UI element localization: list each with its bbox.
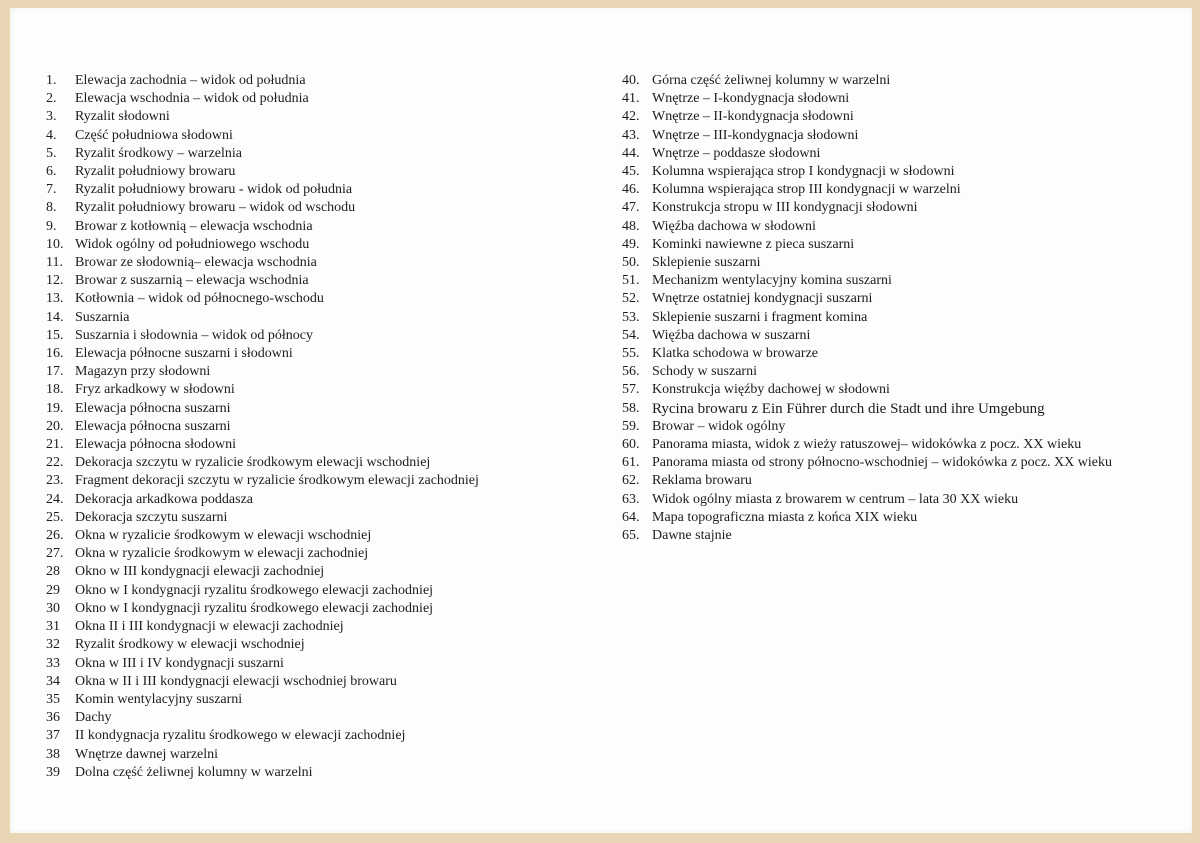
item-caption: Browar z kotłownią – elewacja wschodnia [75, 218, 313, 234]
item-number: 49. [622, 236, 640, 252]
list-item [46, 254, 586, 272]
item-number: 8. [46, 200, 57, 216]
item-number: 52. [622, 291, 640, 307]
item-caption: Dekoracja arkadkowa poddasza [75, 491, 254, 507]
item-caption: Okna w ryzalicie środkowym w elewacji zachodniej [75, 546, 369, 562]
item-number: 63. [622, 491, 640, 507]
item-number: 5. [46, 145, 57, 161]
item-caption: Konstrukcja więźby dachowej w słodowni [652, 382, 890, 398]
item-caption: Suszarnia i słodownia – widok od północy [75, 327, 313, 343]
item-caption: Więźba dachowa w słodowni [652, 218, 816, 234]
list-item [46, 655, 586, 673]
item-number: 22. [46, 455, 64, 471]
item-number: 50. [622, 255, 640, 271]
item-caption: Widok ogólny miasta z browarem w centrum – lata 30 XX wieku [652, 491, 1019, 507]
item-number: 46. [622, 182, 640, 198]
list-item [622, 345, 1182, 363]
item-number: 24. [46, 491, 64, 507]
item-caption: Elewacja północne suszarni i słodowni [75, 346, 293, 362]
list-item [622, 127, 1182, 145]
item-number: 2. [46, 91, 57, 107]
list-item [46, 746, 586, 764]
item-caption: Okna w ryzalicie środkowym w elewacji wschodniej [75, 528, 372, 544]
list-item [622, 472, 1182, 490]
item-number: 33 [46, 655, 60, 671]
item-caption: Kolumna wspierająca strop III kondygnacji w warzelni [652, 182, 961, 198]
item-caption: Kominki nawiewne z pieca suszarni [652, 236, 855, 252]
item-number: 12. [46, 273, 64, 289]
item-caption: Kolumna wspierająca strop I kondygnacji w słodowni [652, 164, 955, 180]
item-number: 37 [46, 728, 60, 744]
item-number: 65. [622, 528, 640, 544]
item-number: 21. [46, 437, 64, 453]
item-caption: Kotłownia – widok od północnego-wschodu [75, 291, 324, 307]
item-caption: Schody w suszarni [652, 364, 757, 380]
item-caption: Fragment dekoracji szczytu w ryzalicie środkowym elewacji zachodniej [75, 473, 479, 489]
list-item [622, 236, 1182, 254]
item-caption: Panorama miasta od strony północno-wschodniej – widokówka z pocz. XX wieku [652, 455, 1112, 471]
item-number: 7. [46, 182, 57, 198]
item-number: 29 [46, 582, 60, 598]
item-number: 51. [622, 273, 640, 289]
list-item [46, 509, 586, 527]
item-number: 32 [46, 637, 60, 653]
item-number: 34 [46, 673, 60, 689]
item-caption: Ryzalit południowy browaru - widok od południa [75, 182, 353, 198]
item-number: 42. [622, 109, 640, 125]
list-item [622, 90, 1182, 108]
item-caption: Elewacja zachodnia – widok od południa [75, 73, 306, 88]
list-item [622, 327, 1182, 345]
item-caption: Ryzalit południowy browaru [75, 164, 236, 180]
item-number: 18. [46, 382, 64, 398]
item-number: 16. [46, 346, 64, 362]
item-caption: Okno w I kondygnacji ryzalitu środkowego elewacji zachodniej [75, 600, 434, 616]
item-number: 60. [622, 437, 640, 453]
list-item [46, 345, 586, 363]
photo-list-right-column [622, 72, 1182, 545]
item-caption: Dachy [75, 710, 112, 726]
item-caption: Część południowa słodowni [75, 127, 233, 143]
item-caption: Browar – widok ogólny [652, 418, 786, 434]
item-caption: Klatka schodowa w browarze [652, 346, 818, 362]
item-caption: Elewacja wschodnia – widok od południa [75, 91, 309, 107]
item-number: 55. [622, 346, 640, 362]
list-item [46, 582, 586, 600]
list-item [622, 509, 1182, 527]
list-item [46, 309, 586, 327]
item-caption: Wnętrze ostatniej kondygnacji suszarni [652, 291, 873, 307]
item-number: 47. [622, 200, 640, 216]
list-item [622, 254, 1182, 272]
list-item [46, 418, 586, 436]
list-item [622, 527, 1182, 545]
item-number: 14. [46, 309, 64, 325]
item-number: 28 [46, 564, 60, 580]
item-number: 26. [46, 528, 64, 544]
list-item [622, 218, 1182, 236]
item-caption: Mapa topograficzna miasta z końca XIX wieku [652, 509, 918, 525]
item-number: 25. [46, 509, 64, 525]
item-number: 19. [46, 400, 64, 416]
item-number: 61. [622, 455, 640, 471]
item-caption: Komin wentylacyjny suszarni [75, 691, 243, 707]
list-item [46, 691, 586, 709]
item-number: 40. [622, 73, 640, 88]
list-item [46, 563, 586, 581]
item-number: 53. [622, 309, 640, 325]
item-number: 9. [46, 218, 57, 234]
list-item [622, 272, 1182, 290]
item-caption: Ryzalit słodowni [75, 109, 170, 125]
item-number: 27. [46, 546, 64, 562]
item-caption: Okno w III kondygnacji elewacji zachodniej [75, 564, 325, 580]
list-item [46, 636, 586, 654]
item-number: 23. [46, 473, 64, 489]
item-caption: Dawne stajnie [652, 528, 732, 544]
item-number: 6. [46, 164, 57, 180]
list-item [622, 491, 1182, 509]
item-number: 3. [46, 109, 57, 125]
item-number: 35 [46, 691, 60, 707]
item-number: 58. [622, 400, 640, 416]
item-caption: Okna II i III kondygnacji w elewacji zachodniej [75, 619, 344, 635]
item-number: 48. [622, 218, 640, 234]
list-item [46, 363, 586, 381]
list-item [46, 491, 586, 509]
list-item [46, 381, 586, 399]
item-number: 45. [622, 164, 640, 180]
item-caption: Sklepienie suszarni i fragment komina [652, 309, 868, 325]
item-caption: Wnętrze – I-kondygnacja słodowni [652, 91, 850, 107]
item-caption: Browar z suszarnią – elewacja wschodnia [75, 273, 309, 289]
item-caption: Dolna część żeliwnej kolumny w warzelni [75, 764, 313, 780]
item-caption: Górna część żeliwnej kolumny w warzelni [652, 73, 891, 88]
list-item [46, 472, 586, 490]
item-number: 4. [46, 127, 57, 143]
list-item [46, 673, 586, 691]
item-number: 10. [46, 236, 64, 252]
item-caption: Fryz arkadkowy w słodowni [75, 382, 235, 398]
item-number: 57. [622, 382, 640, 398]
list-item [46, 618, 586, 636]
item-caption: Elewacja północna suszarni [75, 400, 231, 416]
item-caption: Elewacja północna słodowni [75, 437, 236, 453]
item-caption: Okna w III i IV kondygnacji suszarni [75, 655, 284, 671]
item-caption: Rycina browaru z Ein Führer durch die Stadt und ihre Umgebung [652, 400, 1045, 417]
list-item [46, 764, 586, 782]
item-number: 31 [46, 619, 60, 635]
item-caption: Reklama browaru [652, 473, 752, 489]
item-number: 54. [622, 327, 640, 343]
list-item [46, 236, 586, 254]
item-number: 59. [622, 418, 640, 434]
photo-list-left-column [46, 72, 586, 782]
list-item [46, 709, 586, 727]
list-item [46, 272, 586, 290]
list-item [622, 454, 1182, 472]
item-caption: Wnętrze – poddasze słodowni [652, 145, 821, 161]
list-item [622, 418, 1182, 436]
item-number: 20. [46, 418, 64, 434]
list-item [46, 72, 586, 90]
list-item [622, 436, 1182, 454]
item-caption: Więźba dachowa w suszarni [652, 327, 811, 343]
item-caption: Panorama miasta, widok z wieży ratuszowej– widokówka z pocz. XX wieku [652, 437, 1082, 453]
list-item [46, 163, 586, 181]
item-caption: Wnętrze – II-kondygnacja słodowni [652, 109, 854, 125]
list-item [46, 290, 586, 308]
list-item [622, 181, 1182, 199]
item-caption: Okna w II i III kondygnacji elewacji wschodniej browaru [75, 673, 397, 689]
item-number: 38 [46, 746, 60, 762]
list-item [622, 145, 1182, 163]
list-item [46, 727, 586, 745]
list-item [622, 199, 1182, 217]
item-number: 62. [622, 473, 640, 489]
item-caption: Mechanizm wentylacyjny komina suszarni [652, 273, 892, 289]
list-item [46, 545, 586, 563]
item-caption: Okno w I kondygnacji ryzalitu środkowego elewacji zachodniej [75, 582, 434, 598]
list-item [622, 309, 1182, 327]
list-item [46, 108, 586, 126]
list-item [46, 327, 586, 345]
list-item [46, 90, 586, 108]
item-number: 15. [46, 327, 64, 343]
item-number: 43. [622, 127, 640, 143]
item-caption: Magazyn przy słodowni [75, 364, 211, 380]
item-caption: Dekoracja szczytu suszarni [75, 509, 228, 525]
list-item [46, 199, 586, 217]
item-caption: Widok ogólny od południowego wschodu [75, 236, 310, 252]
list-item [46, 218, 586, 236]
list-item [46, 454, 586, 472]
item-caption: Suszarnia [75, 309, 130, 325]
item-caption: Ryzalit południowy browaru – widok od wschodu [75, 200, 356, 216]
item-number: 17. [46, 364, 64, 380]
item-caption: Wnętrze – III-kondygnacja słodowni [652, 127, 859, 143]
list-item [46, 600, 586, 618]
list-item [622, 72, 1182, 90]
item-caption: Browar ze słodownią– elewacja wschodnia [75, 255, 317, 271]
list-item [622, 363, 1182, 381]
item-number: 44. [622, 145, 640, 161]
list-item [46, 127, 586, 145]
item-number: 56. [622, 364, 640, 380]
item-caption: Elewacja północna suszarni [75, 418, 231, 434]
list-item [46, 436, 586, 454]
item-number: 30 [46, 600, 60, 616]
item-caption: Wnętrze dawnej warzelni [75, 746, 219, 762]
list-item [622, 381, 1182, 399]
item-number: 39 [46, 764, 60, 780]
item-caption: Ryzalit środkowy w elewacji wschodniej [75, 637, 305, 653]
item-number: 41. [622, 91, 640, 107]
item-caption: II kondygnacja ryzalitu środkowego w elewacji zachodniej [75, 728, 406, 744]
item-caption: Konstrukcja stropu w III kondygnacji słodowni [652, 200, 918, 216]
list-item [46, 145, 586, 163]
item-number: 64. [622, 509, 640, 525]
item-caption: Sklepienie suszarni [652, 255, 761, 271]
list-item [622, 163, 1182, 181]
item-caption: Dekoracja szczytu w ryzalicie środkowym elewacji wschodniej [75, 455, 431, 471]
list-item [46, 400, 586, 418]
list-item [46, 181, 586, 199]
list-item [46, 527, 586, 545]
list-item [622, 400, 1182, 418]
list-item [622, 108, 1182, 126]
item-number: 36 [46, 710, 60, 726]
list-item [622, 290, 1182, 308]
item-number: 1. [46, 73, 57, 88]
item-number: 11. [46, 255, 63, 271]
document-page [10, 8, 1192, 833]
item-number: 13. [46, 291, 64, 307]
item-caption: Ryzalit środkowy – warzelnia [75, 145, 243, 161]
